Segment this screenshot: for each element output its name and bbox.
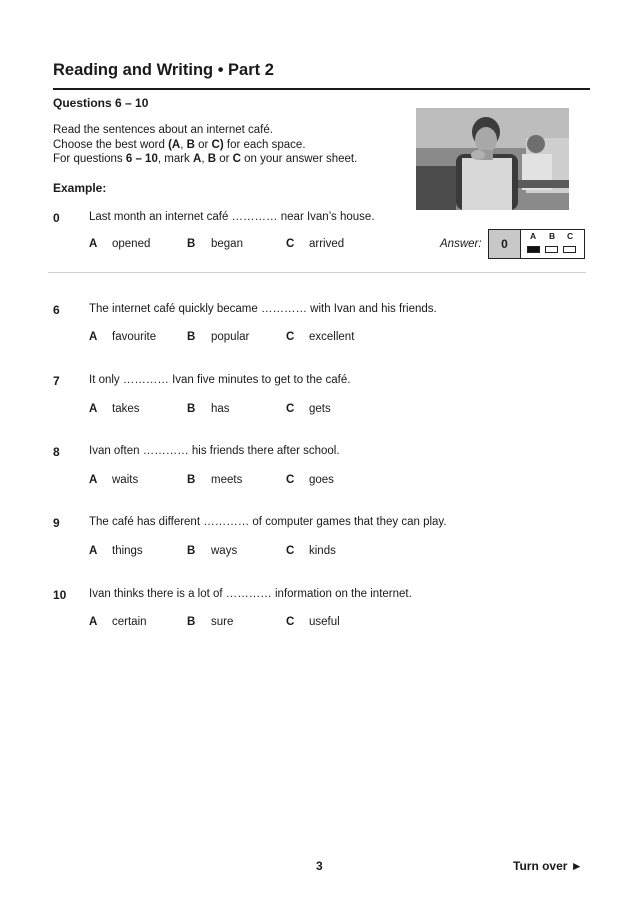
option-word: favourite — [112, 331, 157, 343]
turn-over-label: Turn over ► — [513, 859, 583, 873]
answer-box-b — [545, 246, 558, 253]
photo-boy-at-computer — [416, 108, 569, 210]
option-letter: B — [187, 474, 196, 486]
question-text: The café has different ………… of computer games that they can play. — [89, 516, 447, 528]
option-letter: C — [286, 545, 295, 557]
divider — [48, 272, 586, 273]
option-word: has — [211, 403, 230, 415]
answer-box-c — [563, 246, 576, 253]
answer-label: Answer: — [440, 238, 482, 250]
question-number: 9 — [53, 516, 60, 530]
page-title: Reading and Writing • Part 2 — [53, 61, 274, 79]
option-letter: B — [187, 238, 196, 250]
page-number: 3 — [316, 859, 323, 873]
option-word: excellent — [309, 331, 355, 343]
option-word: certain — [112, 616, 147, 628]
question-text: It only ………… Ivan five minutes to get to the café. — [89, 374, 351, 386]
option-word: gets — [309, 403, 331, 415]
answer-grid — [488, 229, 585, 259]
instruction-line-3 — [53, 153, 357, 165]
instr2-c: C) — [211, 139, 224, 151]
option-letter: A — [89, 331, 98, 343]
instr3-b: B — [207, 153, 217, 165]
instruction-line-2 — [53, 139, 306, 151]
example-text: Last month an internet café ………… near Ivan’s house. — [89, 211, 375, 223]
instr2-post: for each space. — [223, 139, 306, 151]
instr3-post: on your answer sheet. — [240, 153, 358, 165]
option-word: ways — [211, 545, 238, 557]
option-word: arrived — [309, 238, 345, 250]
answer-head-c: C — [567, 231, 574, 241]
option-letter: C — [286, 238, 295, 250]
question-number: 7 — [53, 374, 60, 388]
option-word: opened — [112, 238, 151, 250]
example-label: Example: — [53, 181, 107, 195]
option-word: waits — [112, 474, 139, 486]
instr2-b: B — [186, 139, 195, 151]
question-text: The internet café quickly became ………… with Ivan and his friends. — [89, 303, 437, 315]
option-word: began — [211, 238, 243, 250]
questions-range: Questions 6 – 10 — [53, 96, 149, 110]
answer-head-a: A — [530, 231, 537, 241]
option-letter: C — [286, 474, 295, 486]
option-word: takes — [112, 403, 140, 415]
question-text: Ivan thinks there is a lot of ………… information on the internet. — [89, 588, 412, 600]
option-letter: B — [187, 616, 196, 628]
option-letter: B — [187, 545, 196, 557]
option-word: things — [112, 545, 143, 557]
instr2-pre: Choose the best word — [53, 139, 169, 151]
instr3-sep: , — [201, 153, 208, 165]
instr2-sep: , — [180, 139, 187, 151]
instruction-line-1: Read the sentences about an internet café. — [53, 124, 273, 136]
option-letter: C — [286, 403, 295, 415]
instr2-or: or — [194, 139, 212, 151]
answer-head-b: B — [549, 231, 556, 241]
instr3-range: 6 – 10 — [125, 153, 158, 165]
option-letter: A — [89, 616, 98, 628]
option-letter: C — [286, 331, 295, 343]
instr3-mid: , mark — [157, 153, 193, 165]
option-letter: A — [89, 545, 98, 557]
question-number: 10 — [53, 588, 67, 602]
answer-box-a — [527, 246, 540, 253]
option-letter: A — [89, 403, 98, 415]
question-text: Ivan often ………… his friends there after school. — [89, 445, 340, 457]
option-word: useful — [309, 616, 340, 628]
instr3-c: C — [232, 153, 241, 165]
option-word: kinds — [309, 545, 336, 557]
option-word: goes — [309, 474, 334, 486]
option-word: meets — [211, 474, 243, 486]
option-word: popular — [211, 331, 250, 343]
question-number: 8 — [53, 445, 60, 459]
option-word: sure — [211, 616, 234, 628]
option-letter: B — [187, 403, 196, 415]
option-letter: C — [286, 616, 295, 628]
option-letter: B — [187, 331, 196, 343]
instr3-pre: For questions — [53, 153, 126, 165]
instr3-a: A — [193, 153, 202, 165]
option-letter: A — [89, 238, 98, 250]
answer-number: 0 — [489, 230, 521, 258]
instr2-a: (A — [168, 139, 181, 151]
option-letter: A — [89, 474, 98, 486]
instr3-or: or — [216, 153, 233, 165]
title-rule — [53, 88, 590, 90]
example-number: 0 — [53, 211, 60, 225]
question-number: 6 — [53, 303, 60, 317]
